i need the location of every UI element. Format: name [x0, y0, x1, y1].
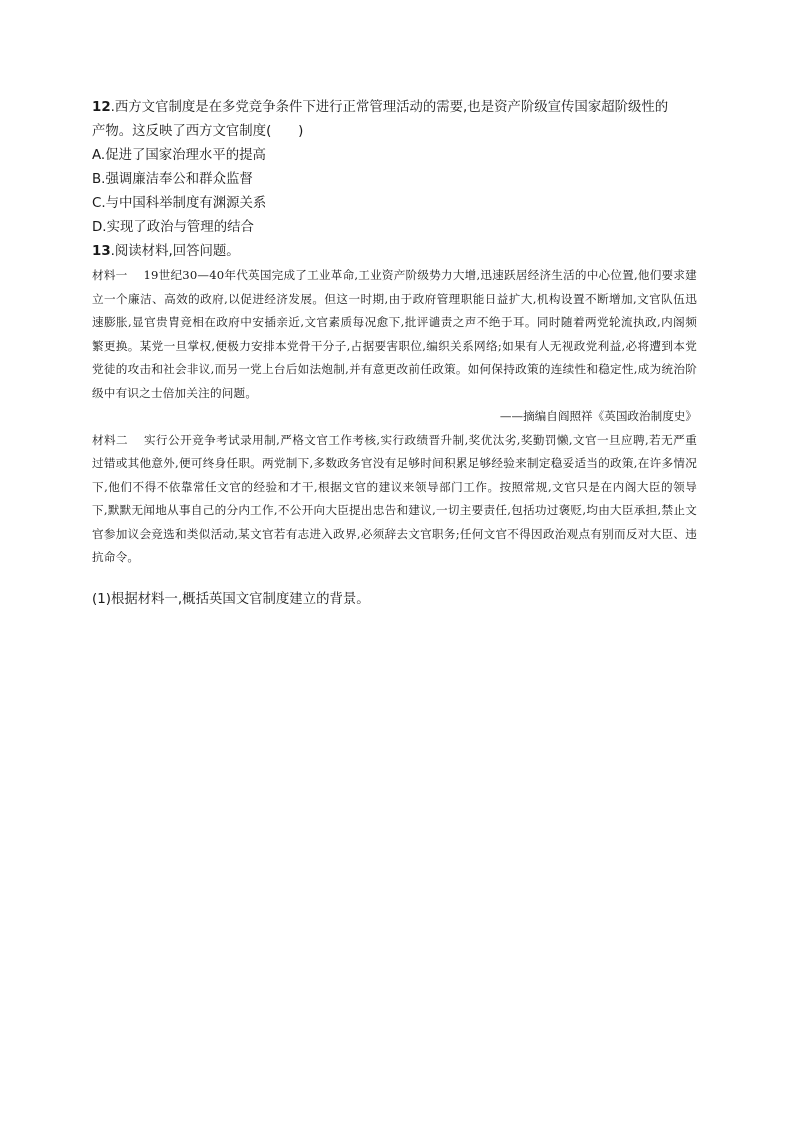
- question-13-sub-question-1: (1)根据材料一,概括英国文官制度建立的背景。: [92, 591, 370, 607]
- option-label: B.: [92, 172, 106, 187]
- exam-page: [92, 96, 697, 612]
- question-12-stem-line2: 产物。这反映了西方文官制度( ): [92, 124, 304, 139]
- question-13-stem: [92, 240, 697, 264]
- material-2-text: 实行公开竞争考试录用制,严格文官工作考核,实行政绩晋升制,奖优汰劣,奖勤罚懒,文官一旦应聘,若无严重过错或其他意外,便可终身任职。两党制下,多数政务官没有足够时间积累足够经验来制定稳妥适当的政策,在许多情况下,他们不得不依靠常任文官的经验和才干,根据文官的建议来领导部门工作。按照常规,文官只是在内阁大臣的领导下,默默无闻地从事自己的分内工作,不公开向大臣提出忠告和建议,一切主要责任,包括功过褒贬,均由大臣承担,禁止文官参加议会竞选和类似活动,某文官若有志进入政界,必须辞去文官职务;任何文官不得因政治观点有别而反对大臣、违抗命令。: [92, 432, 697, 564]
- material-2-label: 材料二: [92, 432, 129, 447]
- question-13-stem-text: .阅读材料,回答问题。: [110, 244, 240, 259]
- question-12-stem: [92, 96, 697, 120]
- question-12-number: 12: [92, 100, 111, 115]
- question-12-stem-line1: .西方文官制度是在多党竞争条件下进行正常管理活动的需要,也是资产阶级宣传国家超阶级性的: [110, 100, 669, 115]
- material-1-text: 19世纪30—40年代英国完成了工业革命,工业资产阶级势力大增,迅速跃居经济生活的中心位置,他们要求建立一个廉洁、高效的政府,以促进经济发展。但这一时期,由于政府管理职能日益扩大,机构设置不断增加,文官队伍迅速膨胀,显官贵胄竞相在政府中安插亲近,文官素质每况愈下,批评谴责之声不绝于耳。同时随着两党轮流执政,内阁频繁更换。某党一旦掌权,便极力安排本党骨干分子,占据要害职位,编织关系网络;如果有人无视政党利益,必将遭到本党党徒的攻击和社会非议,而另一党上台后如法炮制,并有意更改前任政策。如何保持政策的连续性和稳定性,成为统治阶级中有识之士倍加关注的问题。: [92, 268, 697, 400]
- option-text: 强调廉洁奉公和群众监督: [105, 172, 253, 187]
- option-label: D.: [92, 220, 107, 235]
- material-2: [92, 429, 697, 570]
- question-12-option-c: [92, 192, 697, 216]
- option-label: C.: [92, 196, 106, 211]
- option-label: A.: [92, 148, 106, 163]
- material-1: [92, 264, 697, 405]
- material-1-source: ——摘编自阎照祥《英国政治制度史》: [499, 409, 697, 423]
- option-text: 促进了国家治理水平的提高: [105, 148, 266, 163]
- option-text: 与中国科举制度有渊源关系: [105, 196, 267, 211]
- question-12-option-b: [92, 168, 697, 192]
- material-1-label: 材料一: [92, 268, 128, 282]
- option-text: 实现了政治与管理的结合: [106, 220, 254, 235]
- question-12-option-d: [92, 216, 697, 240]
- question-13-number: 13: [92, 244, 111, 259]
- question-12-option-a: [92, 144, 697, 168]
